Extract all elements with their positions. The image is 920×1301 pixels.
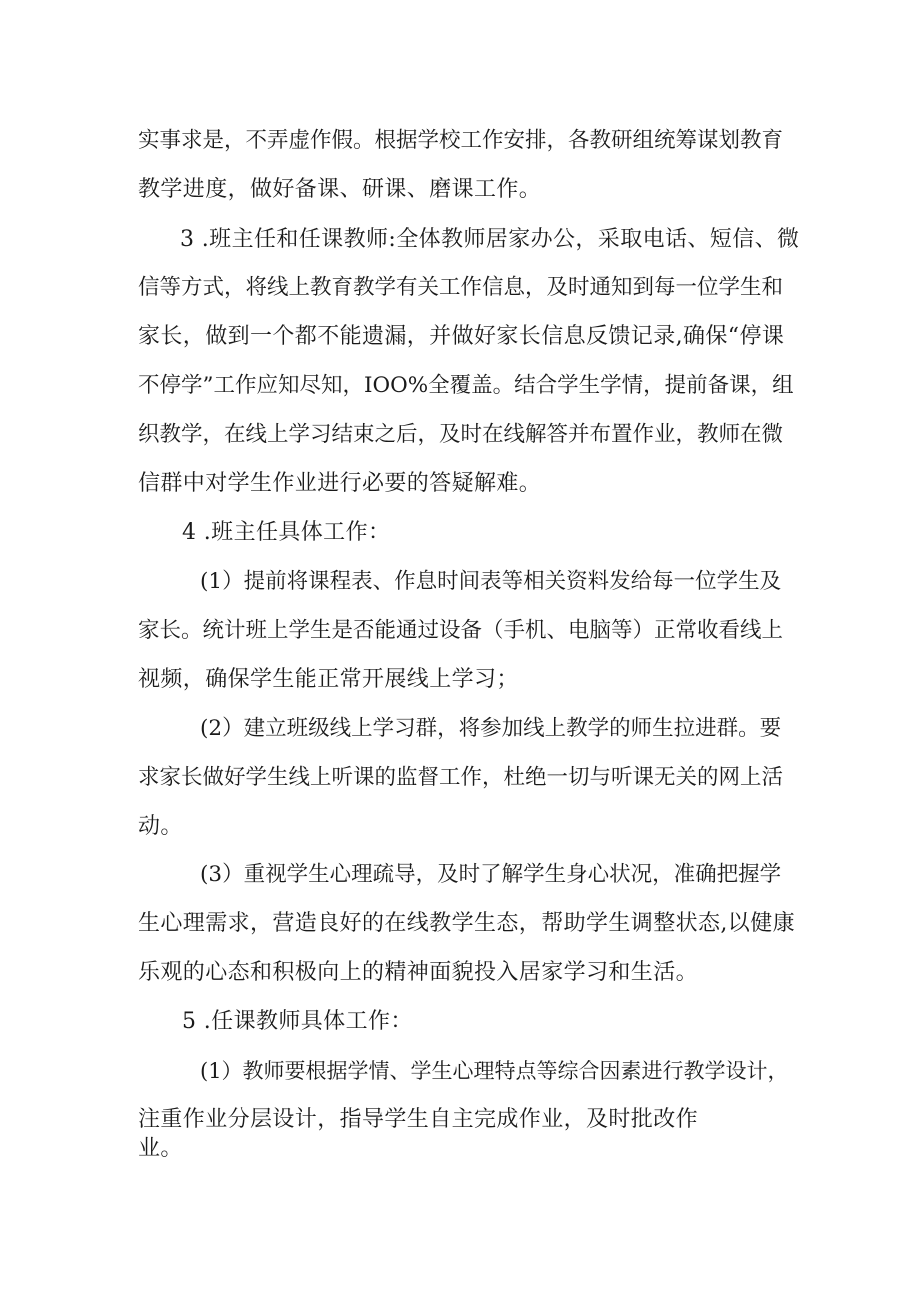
text-line: 5 .任课教师具体工作： — [182, 1009, 413, 1034]
text-line: (1）提前将课程表、作息时间表等相关资料发给每一位学生及 — [200, 569, 782, 594]
text-line: (3）重视学生心理疏导，及时了解学生身心状况，准确把握学 — [200, 862, 782, 887]
text-line: 求家长做好学生线上听课的监督工作，杜绝一切与听课无关的网上活 — [138, 765, 784, 790]
text-line: 织教学，在线上学习结束之后，及时在线解答并布置作业，教师在微 — [138, 422, 784, 447]
text-line: (1）教师要根据学情、学生心理特点等综合因素进行教学设计， — [200, 1059, 789, 1083]
text-line: 视频，确保学生能正常开展线上学习； — [138, 667, 519, 692]
text-line: 业。 — [138, 1136, 183, 1161]
text-line: 生心理需求，营造良好的在线教学生态，帮助学生调整状态,以健康 — [138, 911, 795, 936]
text-line: 动。 — [138, 814, 183, 839]
text-line: 信等方式，将线上教育教学有关工作信息，及时通知到每一位学生和 — [138, 275, 784, 300]
text-line: 3 .班主任和任课教师:全体教师居家办公，采取电话、短信、微 — [180, 227, 800, 252]
text-line: 乐观的心态和积极向上的精神面貌投入居家学习和生活。 — [138, 960, 699, 985]
text-line: 家长，做到一个都不能遗漏，并做好家长信息反馈记录,确保“停课 — [138, 324, 785, 349]
text-line: 实事求是，不弄虚作假。根据学校工作安排，各教研组统筹谋划教育 — [138, 128, 784, 153]
text-line: 注重作业分层设计，指导学生自主完成作业，及时批改作 — [138, 1107, 699, 1132]
text-line: 教学进度，做好备课、研课、磨课工作。 — [138, 177, 542, 202]
text-line: (2）建立班级线上学习群，将参加线上教学的师生拉进群。要 — [200, 716, 782, 741]
text-line: 不停学”工作应知尽知，IOO%全覆盖。结合学生学情，提前备课，组 — [138, 373, 794, 398]
text-line: 家长。统计班上学生是否能通过设备（手机、电脑等）正常收看线上 — [138, 618, 784, 643]
text-line: 4 .班主任具体工作： — [182, 520, 391, 545]
text-line: 信群中对学生作业进行必要的答疑解难。 — [138, 471, 542, 496]
